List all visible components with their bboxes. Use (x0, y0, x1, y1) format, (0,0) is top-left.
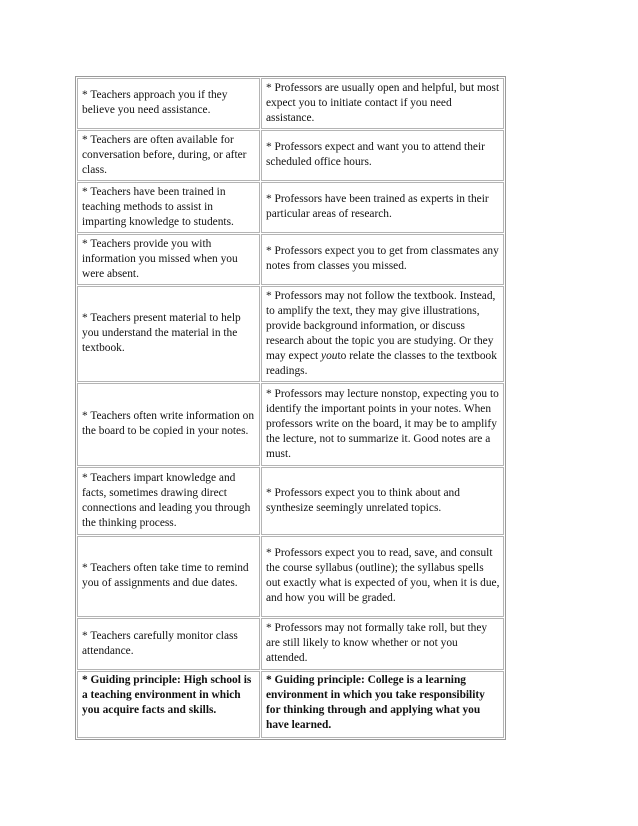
comparison-table (75, 76, 506, 740)
teacher-cell: * Teachers approach you if they believe you need assistance. (77, 78, 260, 129)
teacher-cell: * Teachers often take time to remind you of assignments and due dates. (77, 536, 260, 617)
table-row (77, 78, 504, 129)
table-row (77, 182, 504, 233)
table-row (77, 130, 504, 181)
professor-cell: * Professors have been trained as experts in their particular areas of research. (261, 182, 504, 233)
professor-cell: * Professors are usually open and helpful, but most expect you to initiate contact if you need assistance. (261, 78, 504, 129)
teacher-cell: * Teachers present material to help you understand the material in the textbook. (77, 286, 260, 382)
professor-cell: * Professors may lecture nonstop, expecting you to identify the important points in your notes. When professors write on the board, it may be to amplify the lecture, not to summarize it. Good notes are a must. (261, 383, 504, 466)
table-row (77, 234, 504, 285)
teacher-cell: * Teachers impart knowledge and facts, sometimes drawing direct connections and leading you through the thinking process. (77, 467, 260, 535)
teacher-cell: * Teachers provide you with information you missed when you were absent. (77, 234, 260, 285)
professor-cell: * Professors expect you to get from classmates any notes from classes you missed. (261, 234, 504, 285)
professor-cell: * Professors expect you to think about and synthesize seemingly unrelated topics. (261, 467, 504, 535)
table-row (77, 618, 504, 670)
emphasis-text: you (321, 349, 338, 362)
table-row (77, 467, 504, 535)
professor-text: to relate the classes to the textbook readings. (266, 349, 497, 377)
guiding-principle-row (77, 671, 504, 738)
professor-cell: * Professors may not formally take roll, but they are still likely to know whether or not you attended. (261, 618, 504, 670)
table-row (77, 536, 504, 617)
professor-cell: * Professors expect and want you to attend their scheduled office hours. (261, 130, 504, 181)
professor-cell (261, 286, 504, 382)
teacher-cell: * Teachers have been trained in teaching methods to assist in imparting knowledge to students. (77, 182, 260, 233)
table-row (77, 383, 504, 466)
teacher-cell: * Teachers often write information on the board to be copied in your notes. (77, 383, 260, 466)
table-row (77, 286, 504, 382)
teacher-principle-cell: * Guiding principle: High school is a teaching environment in which you acquire facts and skills. (77, 671, 260, 738)
professor-cell: * Professors expect you to read, save, and consult the course syllabus (outline); the syllabus spells out exactly what is expected of you, when it is due, and how you will be graded. (261, 536, 504, 617)
teacher-cell: * Teachers carefully monitor class attendance. (77, 618, 260, 670)
professor-principle-cell: * Guiding principle: College is a learning environment in which you take responsibility for thinking through and applying what you have learned. (261, 671, 504, 738)
professor-text: * Professors may not follow the textbook. Instead, to amplify the text, they may give illustrations, provide background information, or discuss research about the topic you are studying. Or they may expect (266, 289, 496, 362)
teacher-cell: * Teachers are often available for conversation before, during, or after class. (77, 130, 260, 181)
